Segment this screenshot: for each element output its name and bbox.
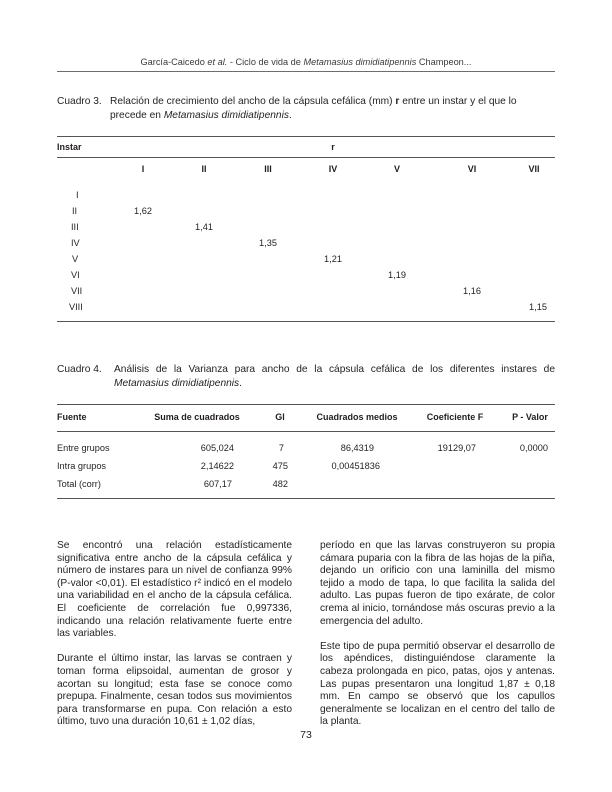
running-header: García-Caicedo et al. - Ciclo de vida de Metamasius dimidiatipennis Champeon... bbox=[140, 57, 472, 67]
table3-cell-value: 1,35 bbox=[259, 238, 277, 248]
table4-top-rule bbox=[57, 404, 555, 405]
table3-caption-label: Cuadro 3. bbox=[57, 96, 102, 107]
table4-cell: Entre grupos bbox=[57, 443, 110, 453]
table3-col-header: IV bbox=[328, 164, 338, 174]
table4-caption-label: Cuadro 4. bbox=[57, 364, 102, 375]
body-paragraph: período en que las larvas construyeron su propia cámara puparia con la fibra de las hojas de la piña, dejando un orificio con una laminilla del mismo tejido a modo de tapa, lo que facilita la salida del adulto. Las pupas fueron de tipo exárate, de color crema al inicio, tornándose más oscuras previo a la emergencia del adulto. bbox=[320, 540, 555, 627]
table3-col-header: II bbox=[201, 164, 207, 174]
table3-col-header: V bbox=[393, 164, 401, 174]
body-paragraph: Este tipo de pupa permitió observar el desarrollo de los apéndices, distinguiéndose claramente la cabeza prolongada en pico, patas, ojos y antenas. Las pupas presentaron una longitud 1,87 ± 0,18 mm. En campo se observó que los capullos generalmente se localizan en el centro del tallo de la planta. bbox=[320, 640, 555, 728]
table4-cell: 86,4319 bbox=[340, 443, 374, 453]
table4-cell: 0,0000 bbox=[519, 443, 548, 453]
table3-header-rule bbox=[57, 157, 555, 158]
table3-header-r: r bbox=[331, 142, 335, 152]
table3-row-label: VIII bbox=[69, 302, 83, 312]
table4-header: Fuente bbox=[57, 412, 87, 422]
table3-col-header: VII bbox=[528, 164, 540, 174]
table3-cell-value: 1,41 bbox=[195, 222, 213, 232]
table4-cell: Total (corr) bbox=[57, 479, 101, 489]
table4-cell: Intra grupos bbox=[57, 461, 107, 471]
table3-row-label: II bbox=[72, 206, 78, 216]
table4-caption: Cuadro 4. Análisis de la Varianza para ancho de la cápsula cefálica de los diferentes instares de Metamasius dimidiatipennis. bbox=[57, 364, 555, 389]
page-number: 73 bbox=[300, 729, 312, 741]
table3-row-label: VII bbox=[71, 286, 83, 296]
table3-cell-value: 1,21 bbox=[324, 254, 342, 264]
table4-cell: 607,17 bbox=[203, 479, 232, 489]
table3-bottom-rule bbox=[57, 321, 555, 322]
body-left-column bbox=[57, 540, 292, 729]
table4-cell: 475 bbox=[272, 461, 288, 471]
table4-bottom-rule bbox=[57, 498, 555, 499]
table3-col-header: VI bbox=[467, 164, 477, 174]
table4-cell: 7 bbox=[278, 443, 284, 453]
table3-row-label: I bbox=[76, 190, 79, 200]
table3-header-instar: Instar bbox=[57, 142, 82, 152]
table4-header: Coeficiente F bbox=[426, 412, 484, 422]
table3-row-label: V bbox=[72, 254, 79, 264]
table3-row-label: III bbox=[71, 222, 79, 232]
table3-cell-value: 1,62 bbox=[134, 206, 152, 216]
body-right-column bbox=[320, 540, 555, 729]
table4-header: Cuadrados medios bbox=[316, 412, 398, 422]
table3-row-label: IV bbox=[71, 238, 80, 248]
table4-cell: 19129,07 bbox=[437, 443, 476, 453]
table4-header-rule bbox=[57, 431, 555, 432]
table4-cell: 2,14622 bbox=[200, 461, 234, 471]
table4-cell: 605,024 bbox=[200, 443, 234, 453]
table3-cell-value: 1,19 bbox=[388, 270, 406, 280]
header-rule bbox=[57, 71, 555, 72]
table3-cell-value: 1,15 bbox=[529, 302, 547, 312]
table4-header: P - Valor bbox=[512, 412, 548, 422]
table3-cell-value: 1,16 bbox=[463, 286, 481, 296]
table4-cell: 0,00451836 bbox=[331, 461, 380, 471]
table4-header: Gl bbox=[275, 412, 285, 422]
body-paragraph: Durante el último instar, las larvas se contraen y toman forma elipsoidal, aumentan de grosor y acortan su longitud; esta fase se conoce como prepupa. Finalmente, cesan todos sus movimientos para transformarse en pupa. Con relación a esto último, tuvo una duración 10,61 ± 1,02 días, bbox=[57, 653, 292, 728]
table4-header: Suma de cuadrados bbox=[154, 412, 240, 422]
table3-row-label: VI bbox=[71, 270, 80, 280]
body-paragraph: Se encontró una relación estadísticamente significativa entre ancho de la cápsula cefálica y número de instares para un nivel de confianza 99% (P-valor <0,01). El estadístico r² indicó en el modelo una variabilidad en el ancho de la cápsula cefálica. El coeficiente de correlación fue 0,997336, indicando una relación relativamente fuerte entre las variables. bbox=[57, 540, 292, 640]
table3-col-header: III bbox=[264, 164, 272, 174]
table3-top-rule bbox=[57, 136, 555, 137]
table3-col-header: I bbox=[141, 164, 145, 174]
table3-caption: Cuadro 3. Relación de crecimiento del ancho de la cápsula cefálica (mm) r entre un instar y el que lo precede en Metamasius dimidiatipennis. bbox=[57, 96, 517, 121]
table4-cell: 482 bbox=[272, 479, 288, 489]
